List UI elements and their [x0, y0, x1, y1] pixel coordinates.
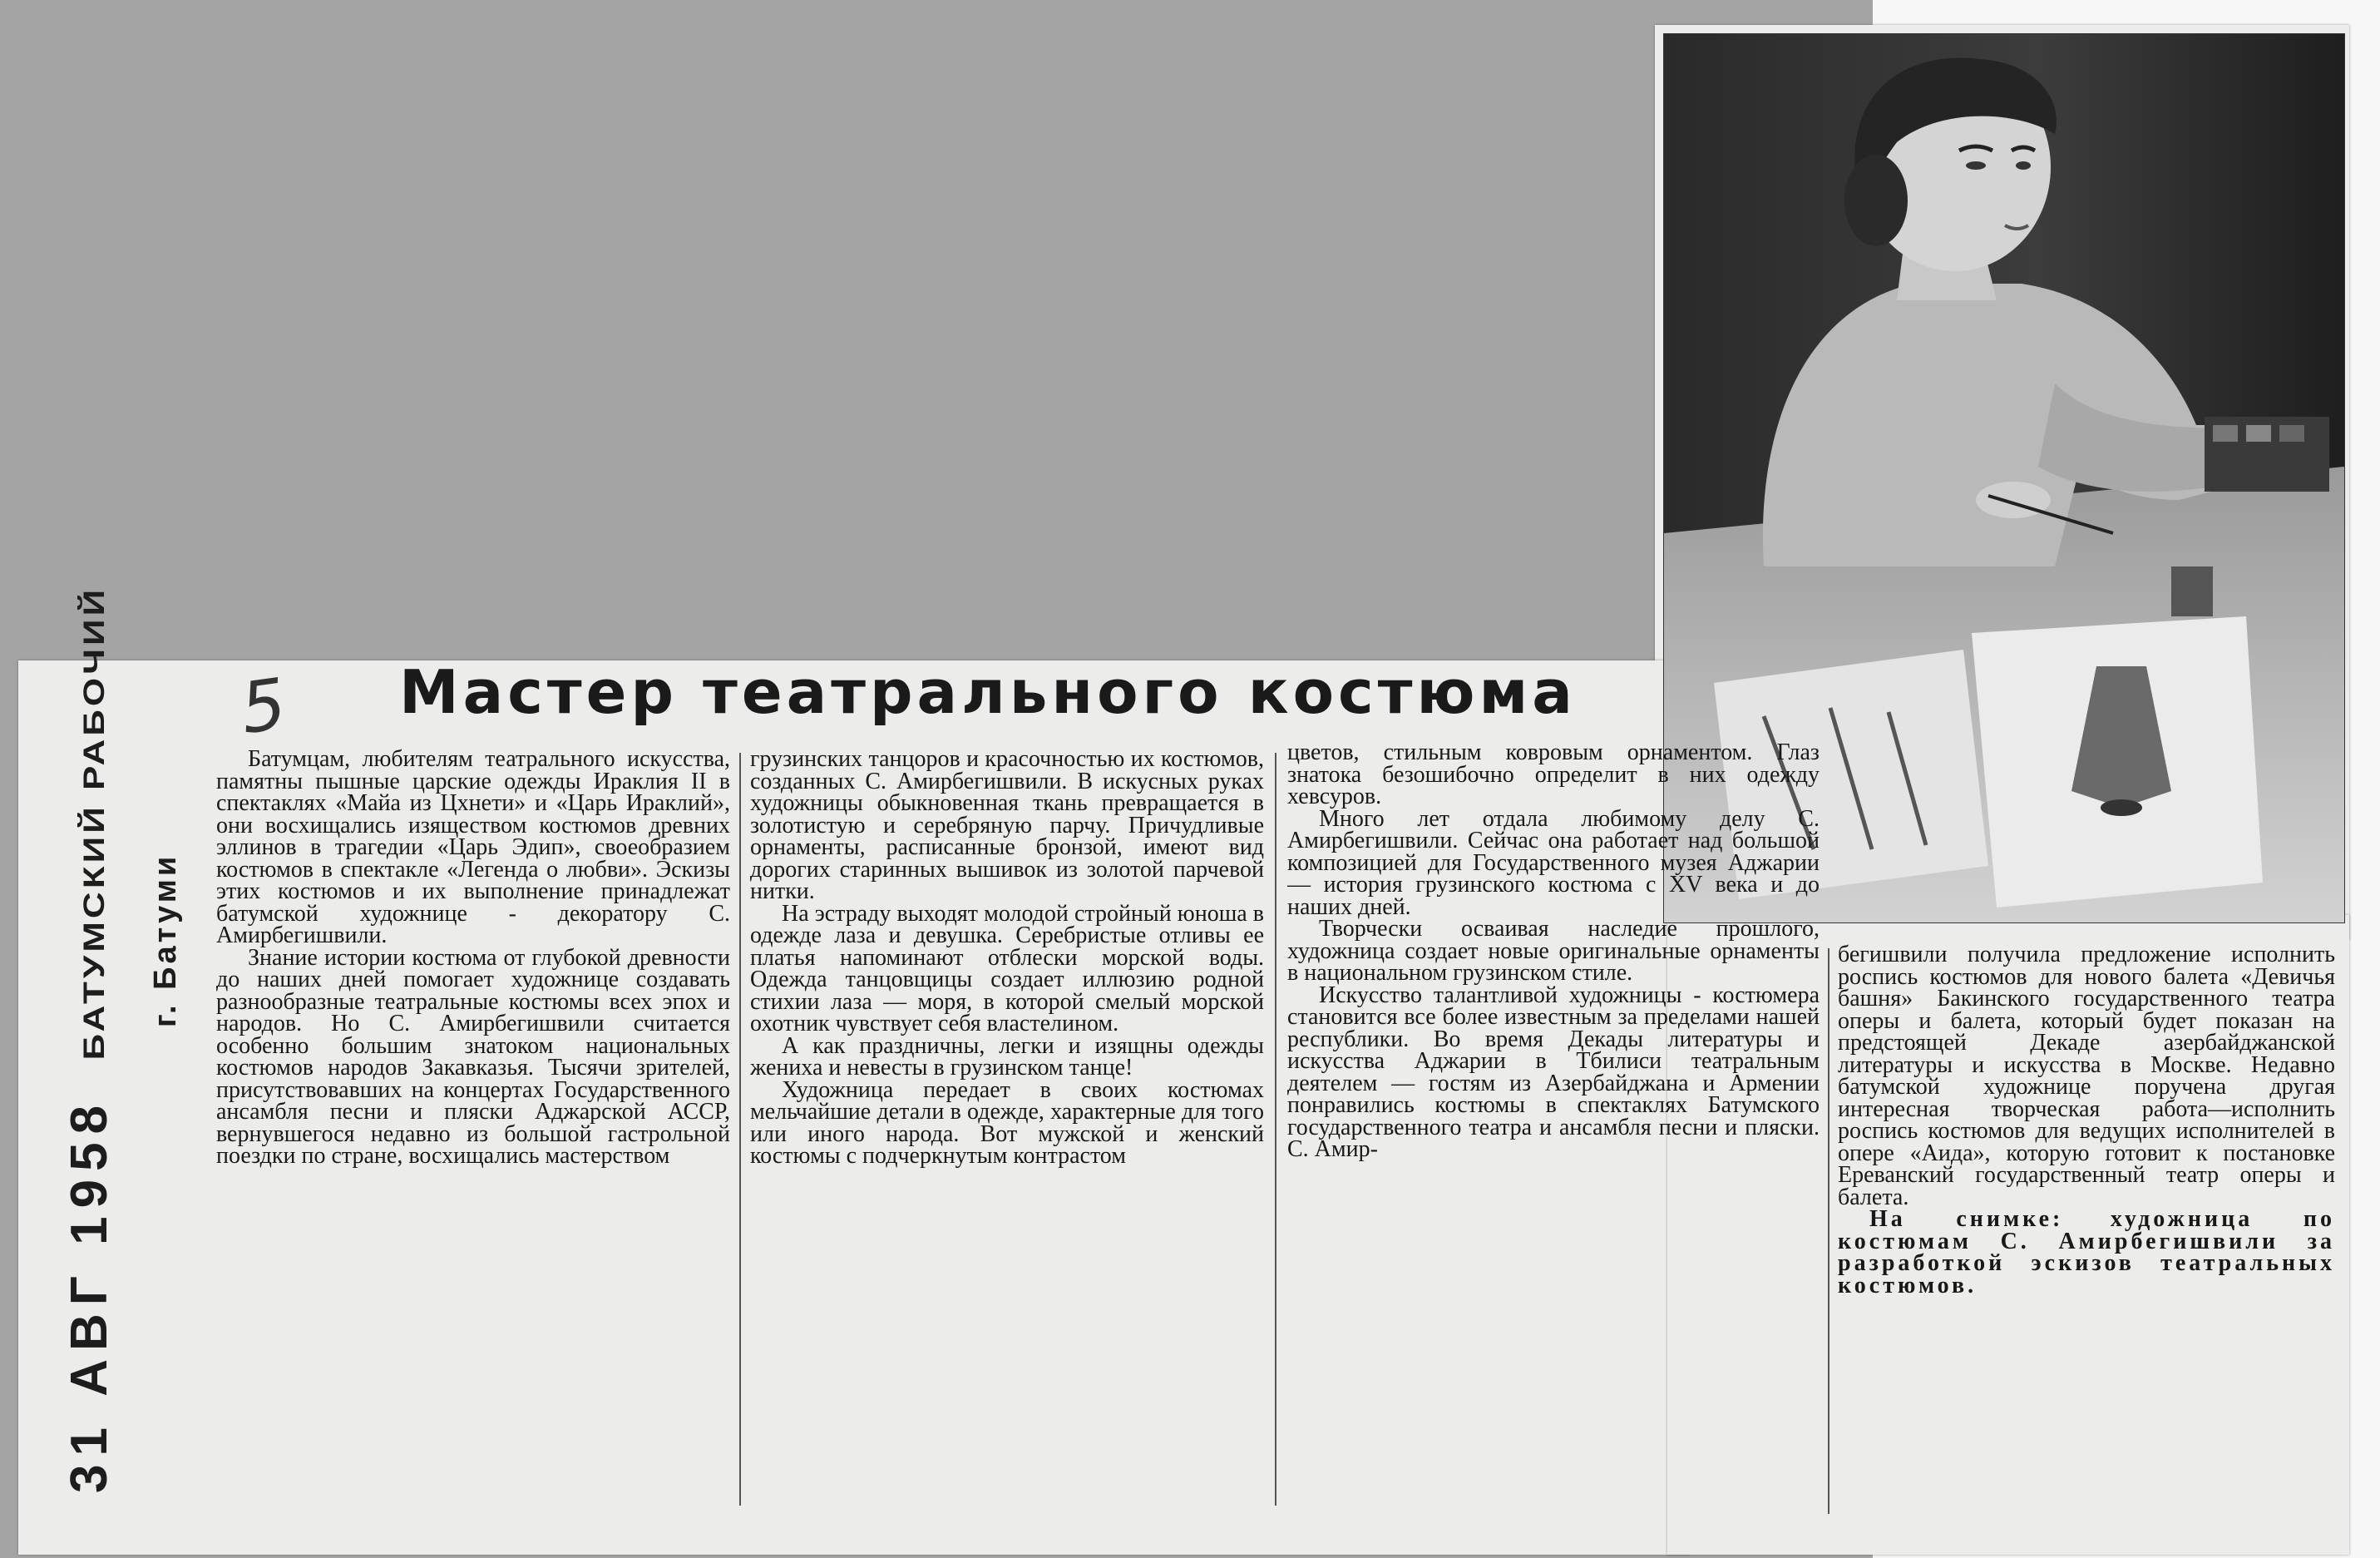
paragraph: цветов, стильным ковровым орнаментом. Глаз знатока безошибочно определит в них одежду хевсуров.	[1287, 742, 1820, 809]
paragraph: Знание истории костюма от глубокой древности до наших дней помогает художнице создавать разнообразные театральные костюмы всех эпох и народов. Но С. Амирбегишвили считается особенно большим знатоком национальных костюмов народов Закавказья. Тысячи зрителей, присутствовавших на концертах Государственного ансамбля песни и пляски Аджарской АССР, вернувшегося недавно из большой гастрольной поездки по стране, восхищались мастерством	[216, 944, 730, 1169]
photo-caption	[1838, 1206, 2335, 1298]
paragraph: грузинских танцоров и красочностью их костюмов, созданных С. Амирбегишвили. В искусных руках художницы обыкновенная ткань превращается в золотистую и серебряную парчу. Причудливые орнаменты, расписанные бронзой, имеют вид дорогих старинных вышивок из золотой парчевой нитки.	[750, 749, 1264, 904]
article-column-2	[750, 749, 1264, 1514]
masthead-stamp	[60, 586, 119, 1493]
paragraph: Художница передает в своих костюмах мельчайшие детали в одежде, характерные для того или иного народа. Вот мужской и женский костюмы с подчеркнутым контрастом	[750, 1076, 1264, 1169]
issue-date: 31 АВГ 1958	[61, 1096, 118, 1493]
article-column-3	[1287, 742, 1820, 1507]
newspaper-city: г. Батуми	[148, 853, 183, 1027]
column-divider	[1828, 948, 1829, 1514]
article-column-1	[216, 749, 730, 1514]
paragraph: Батумцам, любителям театрального искусства, памятны пышные царские одежды Ираклия II в спектаклях «Майа из Цхнети» и «Царь Ираклий», они восхищались изяществом костюмов древних эллинов в трагедии «Царь Эдип», своеобразием костюмов в спектакле «Легенда о любви». Эскизы этих костюмов и их выполнение принадлежат батумской художнице - декоратору С. Амирбегишвили.	[216, 749, 730, 948]
newspaper-name: БАТУМСКИЙ РАБОЧИЙ	[78, 586, 111, 1061]
paragraph: Много лет отдала любимому делу С. Амирбегишвили. Сейчас она работает над большой композицией для Государственного музея Аджарии — история грузинского костюма с XV века и до наших дней.	[1287, 805, 1820, 920]
article-headline: Мастер театрального костюма	[399, 657, 1577, 727]
column-divider	[1275, 753, 1276, 1506]
column-divider	[739, 753, 741, 1506]
paragraph: А как праздничны, легки и изящны одежды жениха и невесты в грузинском танце!	[750, 1032, 1264, 1081]
caption-text: художница по костюмам С. Амирбегишвили за разработкой эскизов театральных костюмов.	[1838, 1206, 2335, 1298]
paragraph: Искусство талантливой художницы - костюмера становится все более известным за пределами нашей республики. Во время Декады литературы и искусства Аджарии в Тбилиси театральным деятелем — гостям из Азербайджана и Армении понравились костюмы в спектаклях Батумского государственного театра и ансамбля песни и пляски. С. Амир-	[1287, 982, 1820, 1162]
caption-label: На снимке:	[1869, 1206, 2064, 1232]
article-column-4	[1838, 944, 2335, 1518]
paragraph: Творчески осваивая наследие прошлого, художница создает новые оригинальные орнаменты в национальном грузинском стиле.	[1287, 916, 1820, 986]
paragraph: На эстраду выходят молодой стройный юноша в одежде лаза и девушка. Серебристые отливы ее платья напоминают отблески морской воды. Одежда танцовщицы создает иллюзию родной стихии лаза — моря, в которой смелый морской охотник чувствует себя властелином.	[750, 900, 1264, 1036]
paragraph: бегишвили получила предложение исполнить роспись костюмов для нового балета «Девичья башня» Бакинского государственного театра оперы и балета, который будет показан на предстоящей Декаде азербайджанской литературы и искусства в Москве. Недавно батумской художнице поручена другая интересная творческая работа—исполнить роспись костюмов для ведущих исполнителей в опере «Аида», которую готовит к постановке Ереванский государственный театр оперы и балета.	[1838, 944, 2335, 1210]
handwritten-annotation: 5	[235, 662, 292, 750]
